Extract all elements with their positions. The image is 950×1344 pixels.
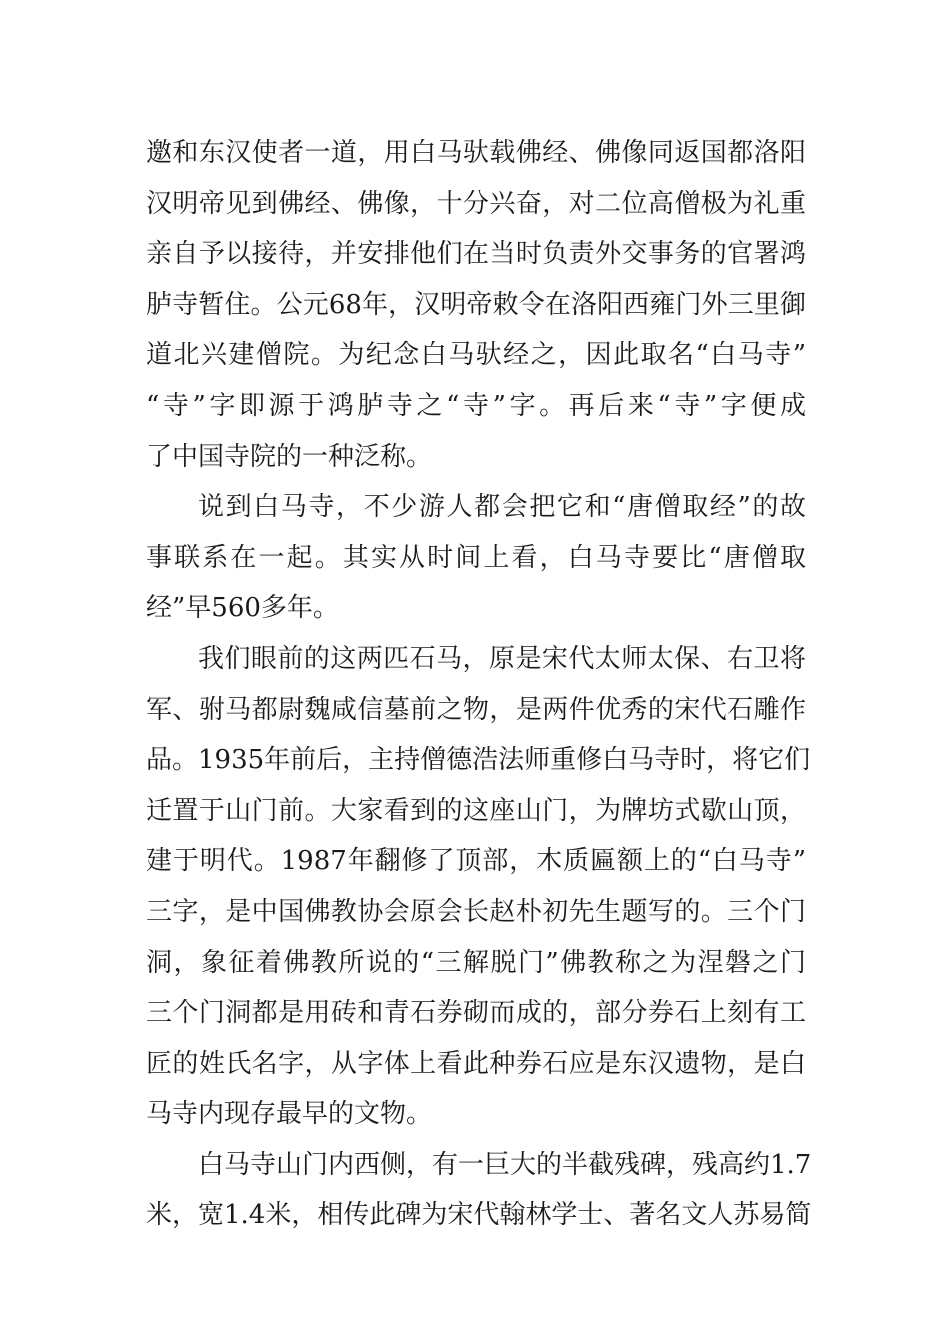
text-line: 品。1935年前后，主持僧德浩法师重修白马寺时，将它们 xyxy=(146,745,811,776)
text-line: 汉明帝见到佛经、佛像，十分兴奋，对二位高僧极为礼重 xyxy=(146,188,806,219)
text-line: 三字，是中国佛教协会原会长赵朴初先生题写的。三个门 xyxy=(146,896,806,927)
text-line: 邀和东汉使者一道，用白马驮载佛经、佛像同返国都洛阳 xyxy=(146,138,806,168)
body-text xyxy=(146,128,812,1241)
text-line: 军、驸马都尉魏咸信墓前之物，是两件优秀的宋代石雕作 xyxy=(146,694,806,725)
text-line: “寺”字即源于鸿胪寺之“寺”字。再后来“寺”字便成 xyxy=(146,390,806,421)
text-line: 说到白马寺，不少游人都会把它和“唐僧取经”的故 xyxy=(198,492,806,523)
text-line: 马寺内现存最早的文物。 xyxy=(146,1099,433,1130)
text-line: 迁置于山门前。大家看到的这座山门，为牌坊式歇山顶， xyxy=(146,795,806,826)
text-line: 道北兴建僧院。为纪念白马驮经之，因此取名“白马寺” xyxy=(146,340,806,371)
text-line: 三个门洞都是用砖和青石券砌而成的，部分券石上刻有工 xyxy=(146,998,806,1029)
text-line: 亲自予以接待，并安排他们在当时负责外交事务的官署鸿 xyxy=(146,239,806,270)
text-line: 米，宽1.4米，相传此碑为宋代翰林学士、著名文人苏易简 xyxy=(146,1200,812,1231)
text-line: 经”早560多年。 xyxy=(146,593,339,624)
text-line: 洞，象征着佛教所说的“三解脱门”佛教称之为涅磐之门 xyxy=(146,947,806,978)
text-line: 事联系在一起。其实从时间上看，白马寺要比“唐僧取 xyxy=(146,542,806,573)
text-line: 胪寺暂住。公元68年，汉明帝敕令在洛阳西雍门外三里御 xyxy=(146,289,806,320)
text-line: 我们眼前的这两匹石马，原是宋代太师太保、右卫将 xyxy=(198,643,806,674)
text-line: 建于明代。1987年翻修了顶部，木质匾额上的“白马寺” xyxy=(146,846,806,877)
text-line: 匠的姓氏名字，从字体上看此种券石应是东汉遗物，是白 xyxy=(146,1048,806,1079)
text-line: 了中国寺院的一种泛称。 xyxy=(146,441,433,472)
text-line: 白马寺山门内西侧，有一巨大的半截残碑，残高约1.7 xyxy=(198,1149,812,1180)
